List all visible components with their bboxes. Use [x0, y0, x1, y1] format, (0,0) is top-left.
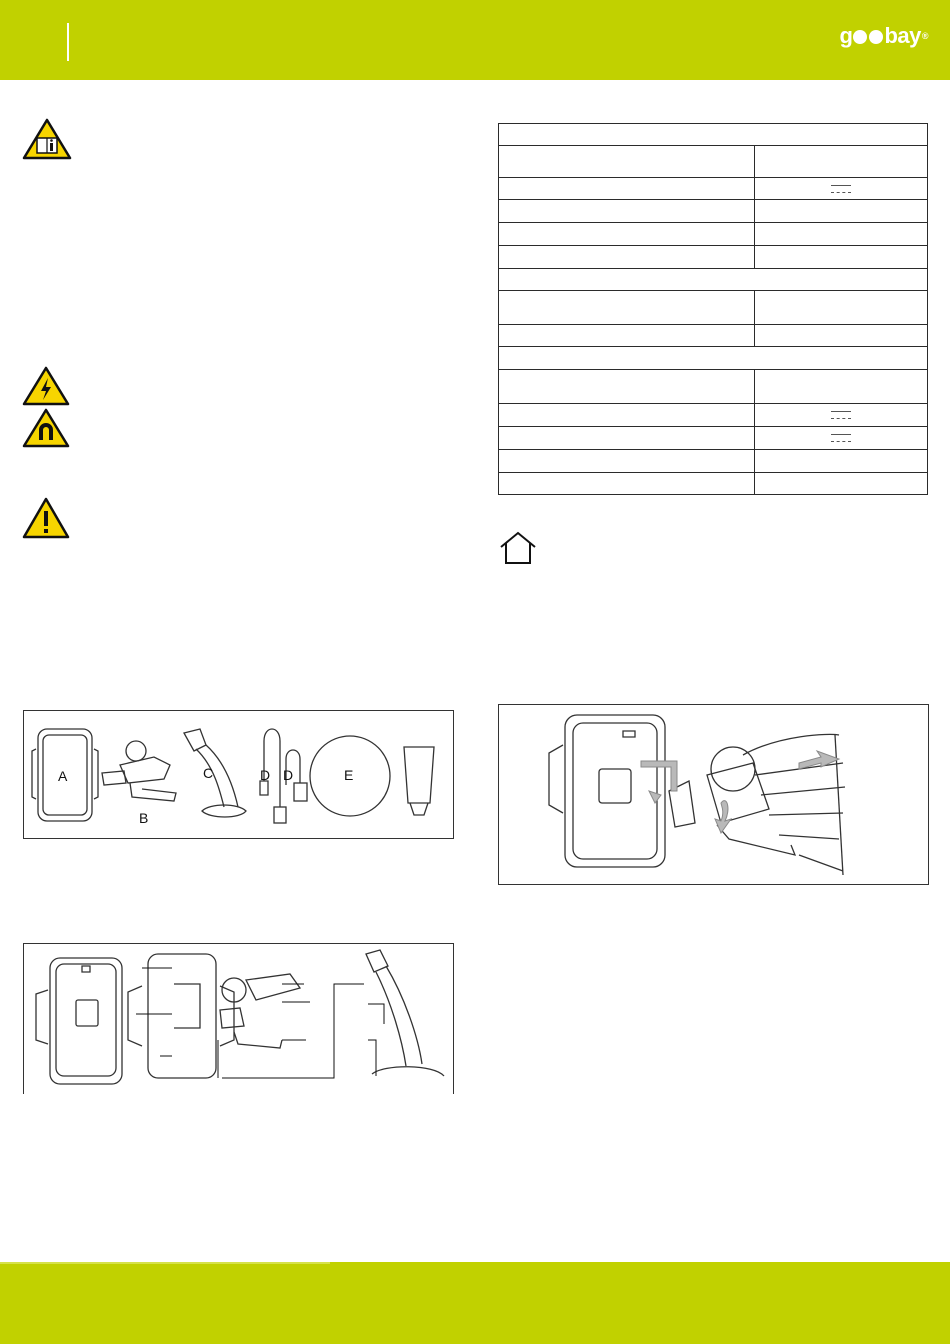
footer-bar [0, 1262, 950, 1344]
scope-of-delivery-figure [23, 710, 454, 839]
header-bar [0, 0, 950, 80]
manual-info-icon [22, 118, 72, 160]
table-row [499, 404, 928, 427]
dc-symbol-icon [831, 185, 851, 193]
installation-illustration [499, 705, 928, 884]
table-row [499, 427, 928, 450]
parts-illustration [24, 711, 453, 838]
magnet-warning-icon [22, 408, 70, 448]
product-description-figure [23, 943, 454, 1094]
table-row [499, 178, 928, 200]
indoor-use-house-icon [497, 531, 539, 565]
goobay-logo: g bay ® [839, 23, 928, 48]
dc-symbol-icon [831, 434, 851, 442]
figure-label-c: C [203, 765, 214, 781]
table-section-row [499, 269, 928, 291]
table-row [499, 246, 928, 269]
figure-label-b: B [139, 810, 149, 826]
table-row [499, 291, 928, 325]
table-row [499, 450, 928, 473]
table-section-row [499, 347, 928, 370]
footer-highlight-line [0, 1262, 330, 1264]
specifications-table [498, 123, 928, 495]
table-row [499, 146, 928, 178]
general-warning-icon [22, 497, 70, 539]
figure-label-d2: D [283, 767, 294, 783]
figure-label-a: A [58, 768, 68, 784]
table-section-row [499, 124, 928, 146]
table-row [499, 325, 928, 347]
dc-symbol-icon [831, 411, 851, 419]
electric-hazard-icon [22, 366, 70, 406]
figure-label-d1: D [260, 767, 271, 783]
table-row [499, 223, 928, 246]
figure-label-e: E [344, 767, 354, 783]
vent-mount-installation-figure [498, 704, 929, 885]
holder-parts-illustration [24, 944, 453, 1094]
table-row [499, 200, 928, 223]
header-divider [67, 23, 69, 61]
table-row [499, 473, 928, 495]
table-row [499, 370, 928, 404]
